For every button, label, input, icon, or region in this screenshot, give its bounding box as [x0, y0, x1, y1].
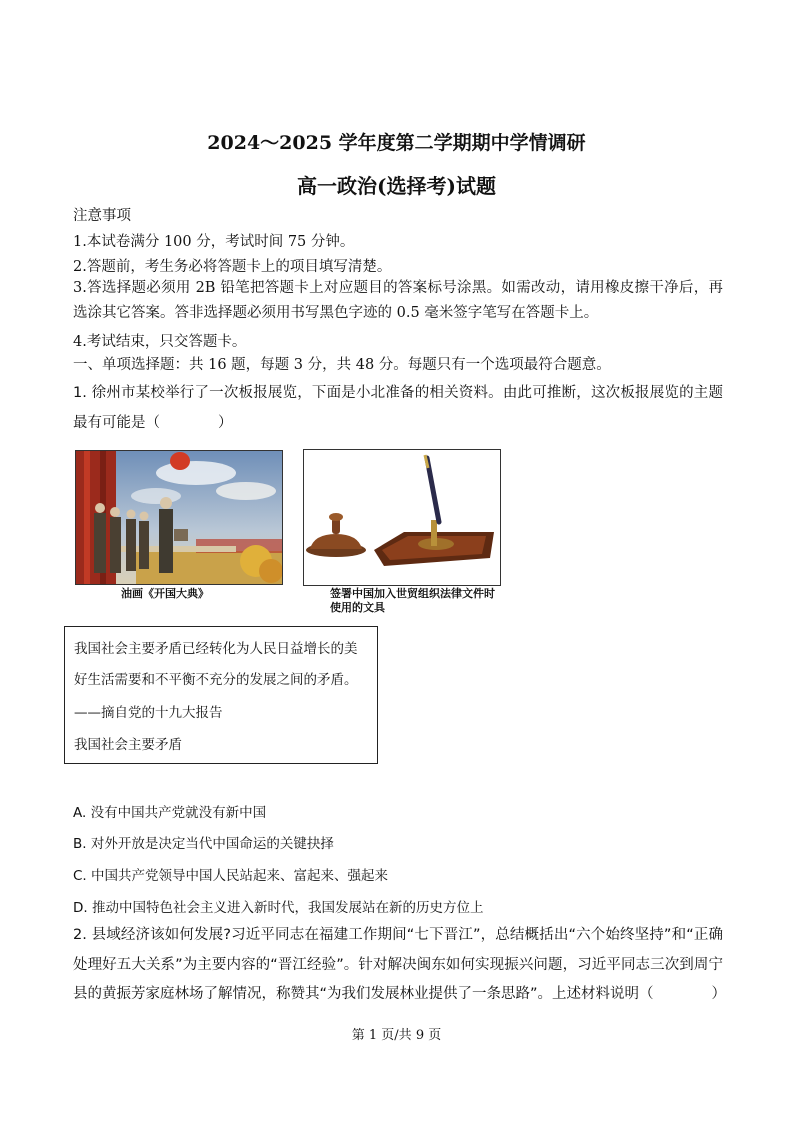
quote-caption: 我国社会主要矛盾 — [74, 737, 182, 753]
option-c: C. 中国共产党领导中国人民站起来、富起来、强起来 — [73, 868, 389, 884]
notice-item-4: 4.考试结束，只交答题卡。 — [73, 334, 247, 350]
option-d: D. 推动中国特色社会主义进入新时代，我国发展站在新的历史方位上 — [73, 900, 484, 916]
painting-caption: 油画《开国大典》 — [121, 587, 209, 600]
option-b: B. 对外开放是决定当代中国命运的关键抉择 — [73, 836, 334, 852]
quote-source: ——摘自党的十九大报告 — [74, 705, 223, 721]
page-footer: 第 1 页/共 9 页 — [351, 1028, 442, 1043]
question-2-stem: 2. 县域经济该如何发展?习近平同志在福建工作期间“七下晋江”，总结概括出“六个始终坚持”和“正确处理好五大关系”为主要内容的“晋江经验”。针对解决闽东如何实现振兴问题，习近平同志三次到周宁县的黄振芳家庭林场了解情况，称赞其“为我们发展林业提供了一条思路”。上述材料说明（ ） — [73, 927, 727, 1002]
quote-box — [64, 626, 378, 764]
section-heading: 一、单项选择题：共 16 题，每题 3 分，共 48 分。每题只有一个选项最符合题意。 — [73, 357, 611, 373]
exam-subtitle: 高一政治(选择考)试题 — [297, 174, 496, 198]
notice-item-2: 2.答题前，考生务必将答题卡上的项目填写清楚。 — [73, 259, 392, 275]
notice-item-1: 1.本试卷满分 100 分，考试时间 75 分钟。 — [73, 234, 355, 250]
quote-line-1: 我国社会主要矛盾已经转化为人民日益增长的美 — [74, 641, 358, 657]
pen-set-caption: 签署中国加入世贸组织法律文件时使用的文具 — [330, 587, 495, 614]
quote-line-2: 好生活需要和不平衡不充分的发展之间的矛盾。 — [74, 672, 358, 688]
notice-heading: 注意事项 — [73, 208, 131, 224]
option-a: A. 没有中国共产党就没有新中国 — [73, 805, 267, 821]
painting-image — [75, 450, 283, 585]
pen-set-image — [303, 449, 501, 586]
exam-title: 2024～2025 学年度第二学期期中学情调研 — [207, 132, 586, 154]
notice-item-3: 3.答选择题必须用 2B 铅笔把答题卡上对应题目的答案标号涂黑。如需改动，请用橡皮擦干净后，再选涂其它答案。答非选择题必须用书写黑色字迹的 0.5 毫米签字笔写在答题卡上。 — [73, 280, 723, 321]
question-1-stem: 1. 徐州市某校举行了一次板报展览，下面是小北准备的相关资料。由此可推断，这次板报展览的主题最有可能是（ ） — [73, 385, 723, 431]
